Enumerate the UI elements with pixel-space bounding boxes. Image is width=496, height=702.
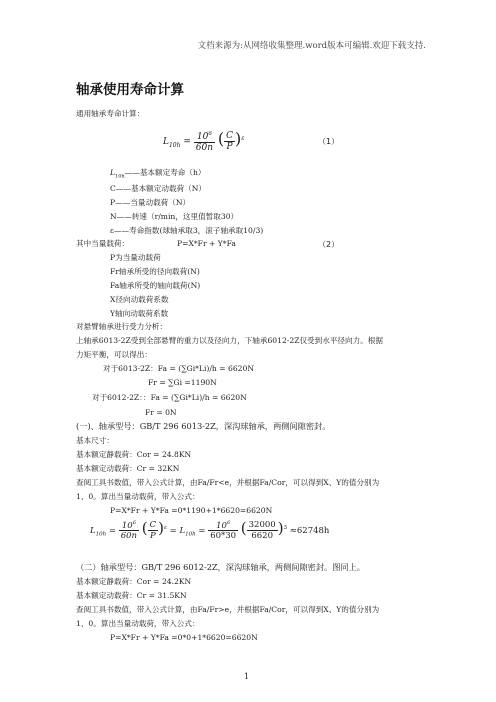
page-header: 文档来源为:从网络收集整理.word版本可编辑.欢迎下载支持. xyxy=(197,41,426,51)
equation-3: $L_{10h}$ = $\frac{10^6}{60n}$ ( $\frac{C}{P}$ )$^\varepsilon = L_{10h}$ = $\frac{10^6}{60*30}$ ( $\frac{32000}{6620}$ )$^3$ ≈62748h xyxy=(90,519,330,542)
eq2-definition-P: P为当量动载荷 xyxy=(110,253,161,262)
calc-line-6012-fr: Fr = 0N xyxy=(145,408,177,417)
section-2-line-3: 查阅工具书数值，带入公式计算，由Fa/Fr>e，并根据Fa/Cor，可以得到X、Y的值分别为 xyxy=(76,605,380,614)
section-2-line-1: 基本额定静载荷：Cor = 24.2KN xyxy=(76,577,192,586)
section-1-line-3: 基本额定动载荷：Cr = 32KN xyxy=(76,464,180,473)
calc-line-6012-fa: 对于6012-2Z：：Fa = (∑Gi*Li)/h = 6620N xyxy=(92,393,247,402)
definition-N: N——转速（r/min，这里值暂取30） xyxy=(110,212,239,221)
eq2-definition-Fr: Fr轴承所受的径向载荷(N) xyxy=(110,267,200,276)
calc-line-6013-fa: 对于6013-2Z：Fa = (∑Gi*Li)/h = 6620N xyxy=(103,364,254,373)
analysis-paragraph-line-2: 力矩平衡，可以得出： xyxy=(76,350,152,359)
analysis-paragraph-line-1: 上轴承6013-2Z受到全部悬臂的重力以及径向力，下轴承6012-2Z仅受到水平径向力。根据 xyxy=(76,336,383,345)
section-1-load-calc: P=X*Fr + Y*Fa =0*1190+1*6620=6620N xyxy=(110,506,273,515)
section-2-line-2: 基本额定动载荷：Cr = 31.5KN xyxy=(76,591,187,600)
equation-2: P=X*Fr + Y*Fa xyxy=(177,239,236,248)
intro-text: 通用轴承寿命计算： xyxy=(76,109,145,118)
section-1-line-1: 基本尺寸： xyxy=(76,436,114,445)
equation-1-label: （1） xyxy=(318,137,340,146)
section-1-line-4: 查阅工具书数值，带入公式计算，由Fa/Fr<e，并根据Fa/Cor，可以得到X、Y的值分别为 xyxy=(76,478,380,487)
definition-C: C——基本额定动载荷（N） xyxy=(110,184,206,193)
eq2-definition-X: X径向动载荷系数 xyxy=(110,295,169,304)
document-title: 轴承使用寿命计算 xyxy=(76,82,184,98)
section-1-title: (一)、轴承型号：GB/T 296 6013-2Z，深沟球轴承，两侧间隙密封。 xyxy=(76,421,331,431)
section-2-title: （二）轴承型号：GB/T 296 6012-2Z，深沟球轴承，两侧间隙密封。图同上。 xyxy=(76,562,365,572)
equation-1: $L_{10h}$ = $\frac{10^6}{60n}$ ( $\frac{C}{P}$ )$^\varepsilon$ xyxy=(163,129,245,153)
equation-2-prefix: 其中当量载荷： xyxy=(76,239,130,248)
section-2-line-4: 1、0。算出当量动载荷，带入公式： xyxy=(76,619,200,628)
calc-line-6013-fr: Fr = ∑Gi =1190N xyxy=(148,378,217,387)
section-1-line-5: 1、0。算出当量动载荷，带入公式： xyxy=(76,492,200,501)
section-2-load-calc: P=X*Fr + Y*Fa =0*0+1*6620=6620N xyxy=(110,633,258,642)
eq2-definition-Y: Y轴向动载荷系数 xyxy=(110,309,169,318)
analysis-title: 对悬臂轴承进行受力分析： xyxy=(76,322,168,331)
page-number: 1 xyxy=(244,672,250,681)
eq2-definition-Fa: Fa轴承所受的轴向载荷(N) xyxy=(110,281,201,290)
definition-L10h: $L_{10h}——$基本额定寿命（h） xyxy=(110,168,206,180)
section-1-line-2: 基本额定静载荷：Cor = 24.8KN xyxy=(76,450,192,459)
equation-2-label: （2） xyxy=(318,240,340,249)
definition-epsilon: ε——寿命指数(球轴承取3，滚子轴承取10/3) xyxy=(110,226,264,235)
definition-P: P——当量动载荷（N） xyxy=(110,198,191,207)
